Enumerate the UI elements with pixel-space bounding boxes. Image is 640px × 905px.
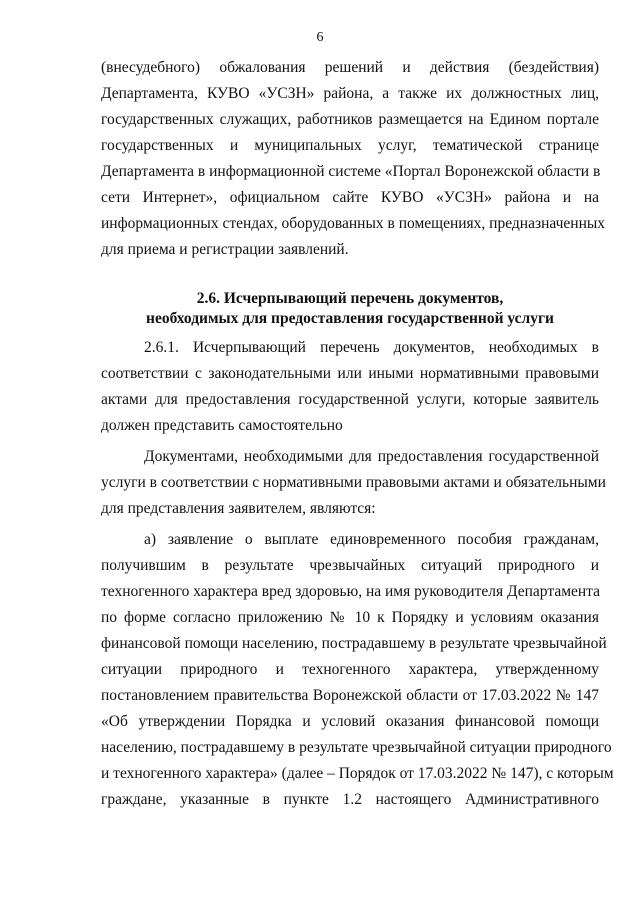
text-line: должен представить самостоятельно [101, 417, 343, 434]
text-line: получившим в результате чрезвычайных ситуаций природного и [101, 557, 599, 574]
text-line: актами для предоставления государственной услуги, которые заявитель [101, 391, 599, 408]
text-line: государственных служащих, работников размещается на Едином портале [101, 111, 599, 128]
section-heading-line: 2.6. Исчерпывающий перечень документов, [196, 290, 504, 307]
text-line: финансовой помощи населению, пострадавшему в результате чрезвычайной [101, 635, 607, 652]
text-line: государственных и муниципальных услуг, тематической странице [101, 137, 599, 154]
text-line: для представления заявителем, являются: [101, 500, 376, 517]
text-line: (внесудебного) обжалования решений и действия (бездействия) [101, 59, 599, 76]
text-line: информационных стендах, оборудованных в помещениях, предназначенных [101, 215, 606, 232]
text-line: по форме согласно приложению № 10 к Порядку и условиям оказания [101, 609, 599, 626]
text-line: услуги в соответствии с нормативными правовыми актами и обязательными [101, 474, 606, 491]
page-number: 6 [316, 30, 324, 45]
text-line: Документами, необходимыми для предоставления государственной [144, 448, 599, 465]
text-line: ситуации природного и техногенного характера, утвержденному [101, 661, 599, 678]
text-line: граждане, указанные в пункте 1.2 настоящего Административного [101, 791, 599, 808]
text-line: а) заявление о выплате единовременного пособия гражданам, [144, 531, 599, 548]
text-line: «Об утверждении Порядка и условий оказания финансовой помощи [101, 713, 599, 730]
section-heading-line: необходимых для предоставления государственной услуги [146, 310, 554, 327]
paragraph-item-a [101, 527, 614, 813]
text-line: для приема и регистрации заявлений. [101, 241, 349, 258]
text-line: техногенного характера вред здоровью, на имя руководителя Департамента [101, 583, 601, 600]
text-line: соответствии с законодательными или иными нормативными правовыми [101, 365, 599, 382]
text-line: сети Интернет», официальном сайте КУВО «УСЗН» района и на [101, 189, 599, 206]
text-line: Департамента в информационной системе «Портал Воронежской области в [101, 163, 601, 180]
text-line: населению, пострадавшему в результате чрезвычайной ситуации природного [101, 739, 612, 756]
paragraph-appeal-info [101, 55, 606, 263]
document-body [101, 55, 614, 813]
section-heading [101, 289, 599, 329]
text-line: Департамента, КУВО «УСЗН» района, а также их должностных лиц, [101, 85, 599, 102]
paragraph-2-6-1 [101, 335, 599, 439]
paragraph-required-documents [101, 444, 606, 522]
text-line: постановлением правительства Воронежской области от 17.03.2022 № 147 [101, 687, 599, 704]
text-line: 2.6.1. Исчерпывающий перечень документов, необходимых в [144, 339, 599, 356]
text-line: и техногенного характера» (далее – Порядок от 17.03.2022 № 147), с которым [101, 765, 614, 782]
